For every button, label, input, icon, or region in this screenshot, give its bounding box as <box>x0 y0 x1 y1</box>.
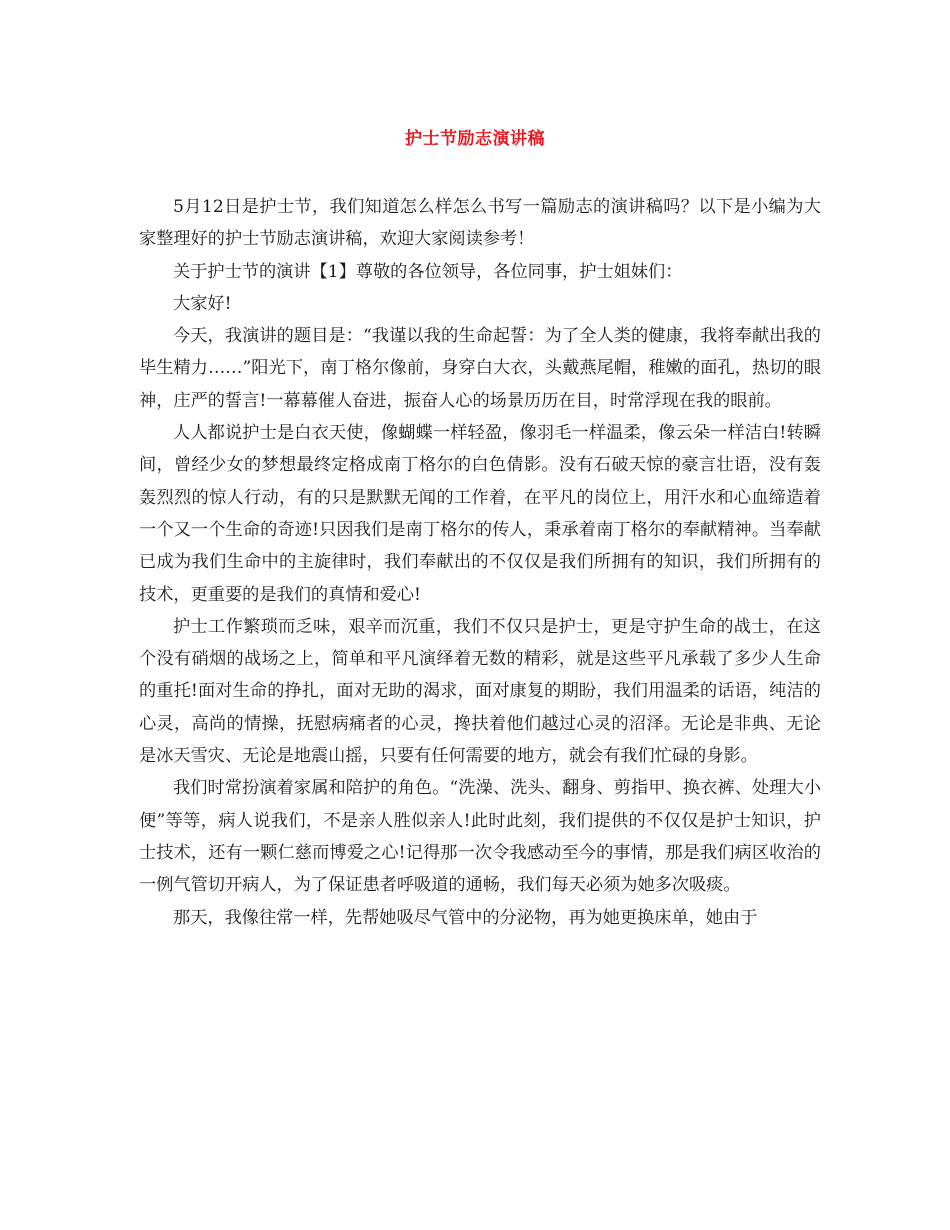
paragraph-intro: 5月12日是护士节，我们知道怎么样怎么书写一篇励志的演讲稿吗？以下是小编为大家整理好的护士节励志演讲稿，欢迎大家阅读参考！ <box>139 197 821 250</box>
document-title: 护士节励志演讲稿 <box>405 129 545 149</box>
paragraph-family-role: 我们时常扮演着家属和陪护的角色。“洗澡、洗头、翻身、剪指甲、换衣裤、处理大小便”等等，病人说我们，不是亲人胜似亲人!此时此刻，我们提供的不仅仅是护士知识，护士技术，还有一颗仁慈而博爱之心!记得那一次令我感动至今的事情，那是我们病区收治的一例气管切开病人，为了保证患者呼吸道的通畅，我们每天必须为她多次吸痰。 <box>139 778 821 896</box>
paragraph-salutation: 关于护士节的演讲【1】尊敬的各位领导，各位同事，护士姐妹们： <box>173 261 683 282</box>
paragraph-greeting: 大家好! <box>173 293 232 314</box>
document-body <box>139 191 821 934</box>
paragraph-white-angel: 人人都说护士是白衣天使，像蝴蝶一样轻盈，像羽毛一样温柔，像云朵一样洁白!转瞬间，曾经少女的梦想最终定格成南丁格尔的白色倩影。没有石破天惊的豪言壮语，没有轰轰烈烈的惊人行动，有的只是默默无闻的工作着，在平凡的岗位上，用汗水和心血缔造着一个又一个生命的奇迹!只因我们是南丁格尔的传人，秉承着南丁格尔的奉献精神。当奉献已成为我们生命中的主旋律时，我们奉献出的不仅仅是我们所拥有的知识，我们所拥有的技术，更重要的是我们的真情和爱心! <box>139 423 821 605</box>
paragraph-speech-topic: 今天，我演讲的题目是：“我谨以我的生命起誓：为了全人类的健康，我将奉献出我的毕生精力……”阳光下，南丁格尔像前，身穿白大衣，头戴燕尾帽，稚嫩的面孔，热切的眼神，庄严的誓言!一幕幕催人奋进，振奋人心的场景历历在目，时常浮现在我的眼前。 <box>139 326 821 411</box>
paragraph-that-day: 那天，我像往常一样，先帮她吸尽气管中的分泌物，再为她更换床单，她由于 <box>173 907 758 928</box>
paragraph-nurse-work: 护士工作繁琐而乏味，艰辛而沉重，我们不仅只是护士，更是守护生命的战士，在这个没有硝烟的战场之上，简单和平凡演绎着无数的精彩，就是这些平凡承载了多少人生命的重托!面对生命的挣扎，面对无助的渴求，面对康复的期盼，我们用温柔的话语，纯洁的心灵，高尚的情操，抚慰病痛者的心灵，搀扶着他们越过心灵的沼泽。无论是非典、无论是冰天雪灾、无论是地震山摇，只要有任何需要的地方，就会有我们忙碌的身影。 <box>139 616 821 767</box>
